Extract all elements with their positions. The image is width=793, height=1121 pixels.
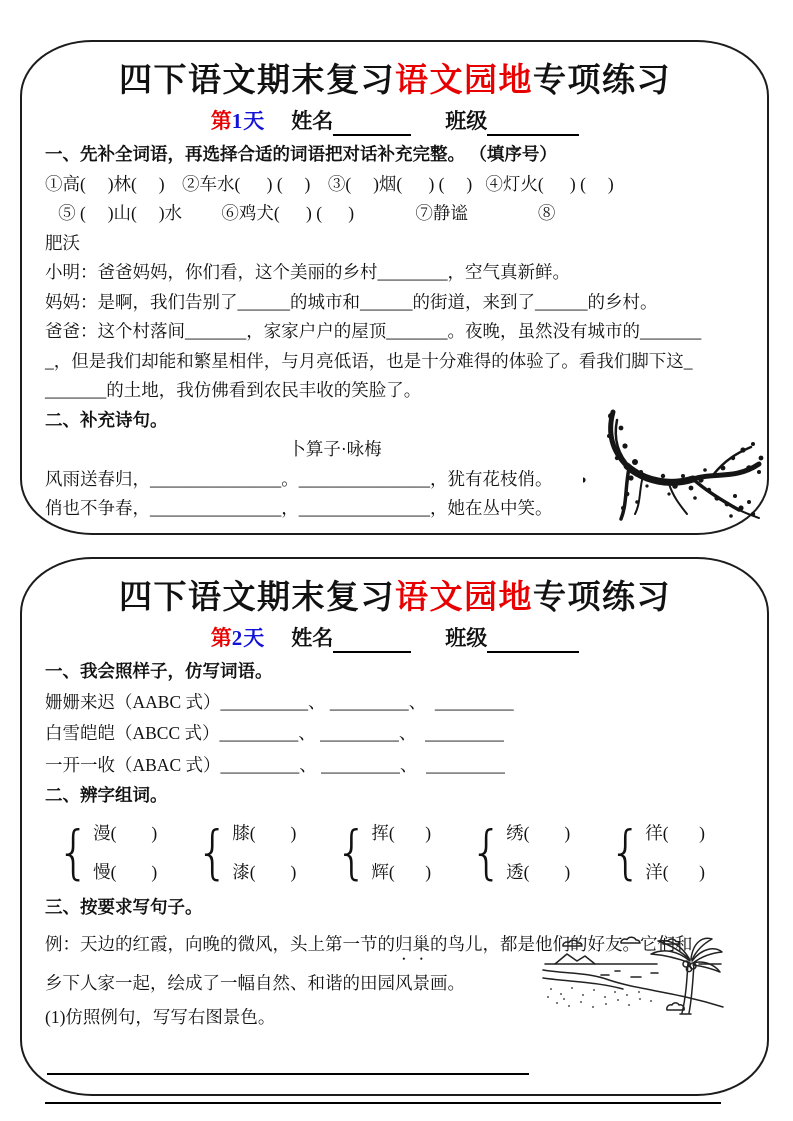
name-blank-line bbox=[333, 110, 411, 136]
day-badge: 第1天 bbox=[210, 109, 266, 133]
pair-word-line: 徉( ) bbox=[645, 822, 705, 843]
poem-line: 俏也不争春，_______________，_______________，她在丛中笑。 bbox=[45, 498, 553, 518]
class-blank-line bbox=[487, 110, 579, 136]
header-row bbox=[45, 106, 745, 136]
word-imitation-row: 白雪皑皑（ABCC 式）_________、 _________、 _________ bbox=[45, 723, 504, 743]
character-pair-grid bbox=[57, 813, 705, 893]
pair-word-line: 辉( ) bbox=[371, 861, 432, 882]
day-badge: 第2天 bbox=[210, 626, 266, 650]
answer-writing-line bbox=[47, 1049, 529, 1075]
dialog-line: _______的土地，我仿佛看到农民丰收的笑脸了。 bbox=[45, 380, 422, 400]
pair-word-line: 漫( ) bbox=[93, 822, 158, 843]
word-imitation-row: 一开一收（ABAC 式）_________、 _________、 _________ bbox=[45, 754, 505, 775]
curly-brace-icon: { bbox=[196, 818, 230, 887]
example-sentence bbox=[45, 925, 745, 1002]
dialog-line: 小明：爸爸妈妈，你们看，这个美丽的乡村________，空气真新鲜。 bbox=[45, 262, 570, 282]
section3-heading: 三、按要求写句子。 bbox=[45, 896, 203, 917]
example-line: 乡下人家一起，绘成了一幅自然、和谐的田园风景画。 bbox=[45, 973, 465, 993]
curly-brace-icon: { bbox=[470, 818, 504, 887]
title-part-black2: 专项练习 bbox=[533, 580, 671, 616]
sub-question: (1)仿照例句，写写右图景色。 bbox=[45, 1007, 276, 1027]
poem-line: 风雨送春归，_______________。_______________，犹有花枝俏。 bbox=[45, 468, 553, 489]
worksheet-title bbox=[45, 575, 745, 621]
pair-word-line: 绣( ) bbox=[506, 822, 571, 843]
title-part-black2: 专项练习 bbox=[533, 63, 671, 99]
section2-heading: 二、补充诗句。 bbox=[45, 409, 168, 430]
section1-heading: 一、先补全词语，再选择合适的词语把对话补充完整。 （填序号） bbox=[45, 144, 557, 164]
title-part-black1: 四下语文期末复习 bbox=[119, 580, 395, 616]
title-part-black1: 四下语文期末复习 bbox=[119, 63, 395, 99]
character-pair-group bbox=[196, 813, 296, 893]
class-label: 班级 bbox=[445, 626, 488, 650]
dialog-line: 爸爸：这个村落间_______，家家户户的屋顶_______。夜晚，虽然没有城市的_______ bbox=[45, 321, 702, 341]
name-label: 姓名 bbox=[291, 626, 334, 650]
pair-word-line: 慢( ) bbox=[93, 861, 158, 882]
section1-heading: 一、我会照样子，仿写词语。 bbox=[45, 661, 273, 681]
pair-word-line: 洋( ) bbox=[645, 861, 705, 882]
emphasized-words: 归巢 bbox=[395, 934, 430, 954]
word-imitation-row: 姗姗来迟（AABC 式）__________、 _________、 _________ bbox=[45, 691, 514, 712]
pair-word-line: 透( ) bbox=[506, 861, 571, 882]
section2-heading: 二、辨字组词。 bbox=[45, 785, 168, 805]
name-label: 姓名 bbox=[291, 109, 334, 133]
word-bank-row: 肥沃 bbox=[45, 232, 80, 253]
answer-writing-line bbox=[45, 1075, 721, 1104]
worksheet-title bbox=[45, 58, 745, 104]
title-part-red: 语文园地 bbox=[395, 63, 533, 99]
worksheet-card-day1 bbox=[20, 40, 769, 535]
example-line: 例：天边的红霞，向晚的微风，头上第一节的归巢的鸟儿，都是他们的好友。它们和 bbox=[45, 934, 693, 954]
name-blank-line bbox=[333, 627, 411, 653]
title-part-red: 语文园地 bbox=[395, 580, 533, 616]
pair-word-line: 膝( ) bbox=[232, 822, 297, 843]
pair-word-line: 挥( ) bbox=[371, 822, 432, 843]
character-pair-group bbox=[470, 813, 570, 893]
curly-brace-icon: { bbox=[57, 818, 91, 887]
character-pair-group bbox=[609, 813, 705, 893]
word-bank-row: ⑤ ( )山( )水 ⑥鸡犬( ) ( ) ⑦静谧 ⑧ bbox=[45, 203, 556, 223]
character-pair-group bbox=[57, 813, 157, 893]
header-row bbox=[45, 623, 745, 653]
class-label: 班级 bbox=[445, 109, 488, 133]
curly-brace-icon: { bbox=[335, 818, 369, 887]
dialog-line: _，但是我们却能和繁星相伴，与月亮低语，也是十分难得的体验了。看我们脚下这_ bbox=[45, 350, 693, 371]
pair-word-line: 漆( ) bbox=[232, 861, 297, 882]
word-bank-row: ①高( )林( ) ②车水( ) ( ) ③( )烟( ) ( ) ④灯火( ) ( ) bbox=[45, 173, 614, 194]
dialog-line: 妈妈：是啊，我们告别了______的城市和______的街道，来到了______的乡村。 bbox=[45, 291, 658, 312]
class-blank-line bbox=[487, 627, 579, 653]
curly-brace-icon: { bbox=[609, 818, 643, 887]
character-pair-group bbox=[335, 813, 431, 893]
poem-title: 卜算子·咏梅 bbox=[288, 439, 382, 459]
worksheet-card-day2 bbox=[20, 557, 769, 1096]
